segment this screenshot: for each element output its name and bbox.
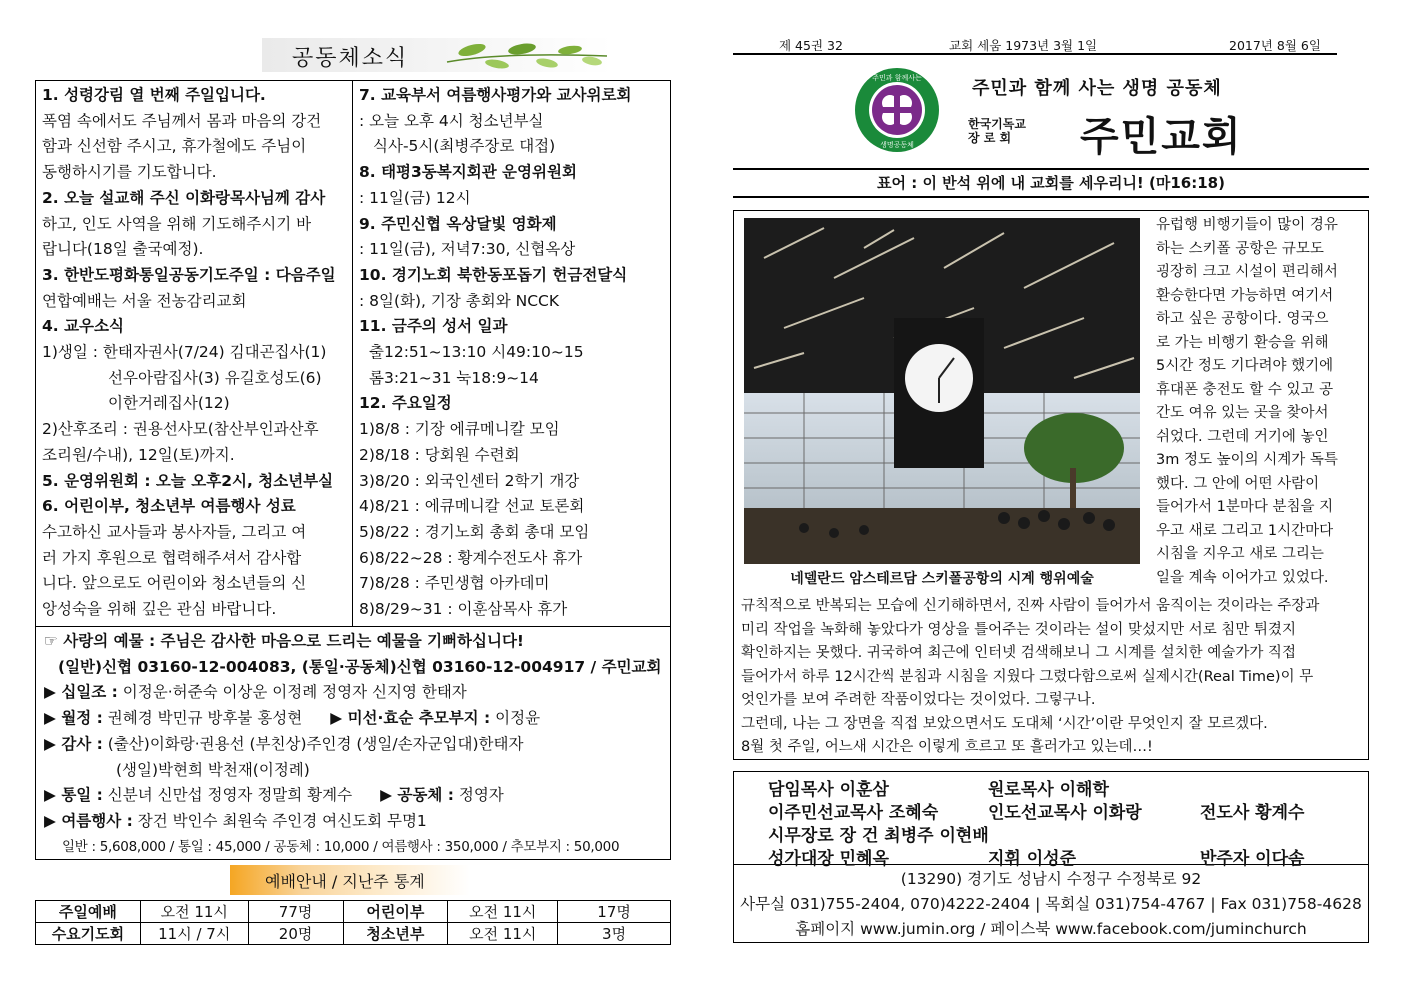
staff-entry: 지휘 이성준 — [988, 849, 1077, 869]
offering-label: ▶ 월정 : — [44, 709, 103, 728]
table-cell: 청소년부 — [343, 923, 448, 945]
news-right-column — [359, 83, 667, 623]
news-line: 9. 주민신협 옥상달빛 영화제 — [359, 214, 557, 233]
news-line: 1. 성령강림 열 번째 주일입니다. — [42, 86, 266, 104]
staff-entry: 반주자 이다솜 — [1200, 849, 1305, 869]
article-line: 일을 계속 이어가고 있었다. — [1156, 569, 1329, 586]
news-line: : 11일(금), 저녁7:30, 신협옥상 — [359, 240, 576, 259]
leaf-decoration-icon — [442, 38, 612, 72]
worship-stats-table — [35, 900, 671, 945]
table-cell: 11시 / 7시 — [140, 923, 248, 945]
article-line: 8월 첫 주일, 어느새 시간은 이렇게 흐르고 또 흘러가고 있는데…! — [741, 739, 1153, 755]
offering-label: ▶ 통일 : — [44, 786, 103, 805]
news-line: 10. 경기노회 북한동포돕기 헌금전달식 — [359, 265, 628, 284]
news-line: 롬3:21~31 눅18:9~14 — [369, 368, 539, 387]
staff-entry: 인도선교목사 이화랑 — [988, 803, 1142, 823]
news-line: 2)산후조리 : 권용선사모(참산부인과산후 — [42, 420, 319, 439]
volume-number: 제 45권 32 — [779, 38, 843, 53]
offering-accounts: (일반)신협 03160-12-004083, (통일·공동체)신협 03160-12-004917 / 주민교회 — [58, 657, 662, 676]
news-line: 수고하신 교사들과 봉사자들, 그리고 여 — [42, 522, 307, 541]
news-line: 선우아람집사(3) 유길호성도(6) — [108, 368, 322, 387]
table-cell: 오전 11시 — [448, 901, 558, 923]
offering-names: 장건 박인수 최원숙 주인경 여신도회 무명1 — [132, 811, 427, 830]
news-line: 7. 교육부서 여름행사평가와 교사위로회 — [359, 86, 632, 104]
table-row — [36, 901, 671, 923]
news-line: 12. 주요일정 — [359, 394, 452, 413]
news-line: 러 가지 후원으로 협력해주셔서 감사합 — [42, 548, 302, 567]
article-line: 들어가서 1분마다 분침을 지 — [1156, 499, 1334, 515]
table-cell: 오전 11시 — [140, 901, 248, 923]
news-line: : 8일(화), 기장 총회와 NCCK — [359, 291, 560, 310]
article-line: 했다. 그 안에 어떤 사람이 — [1156, 475, 1320, 492]
offering-line — [44, 680, 666, 706]
article-line: 굉장히 크고 시설이 편리해서 — [1156, 264, 1338, 280]
offering-label: ▶ 감사 : — [44, 734, 103, 753]
article-line: 간도 여유 있는 곳을 찾아서 — [1156, 405, 1329, 421]
offering-names: 이정운·허준숙 이상운 이정례 정영자 신지영 한태자 — [117, 683, 467, 702]
offering-label: ▶ 미선·효순 추모부지 : — [330, 709, 491, 728]
article-line: 그런데, 나는 그 장면을 직접 보았으면서도 도대체 ‘시간’이란 무엇인지 잘 모르겠다. — [741, 715, 1268, 732]
news-line: 랍니다(18일 출국예정). — [42, 240, 204, 259]
news-line: : 오늘 오후 4시 청소년부실 — [359, 111, 544, 130]
table-cell: 오전 11시 — [448, 923, 558, 945]
news-section-title: 공동체소식 — [292, 46, 409, 71]
offering-names: 권혜경 박민규 방후불 홍성현 — [102, 709, 303, 728]
news-line: 함과 신선함 주시고, 휴가철에도 주님이 — [42, 137, 307, 156]
church-address: (13290) 경기도 성남시 수정구 수정북로 92 — [900, 870, 1202, 888]
news-line: 연합예배는 서울 전농감리교회 — [42, 291, 247, 310]
offering-names: (생일)박현희 박천재(이정례) — [116, 760, 310, 779]
news-line: 3)8/20 : 외국인센터 2학기 개강 — [359, 471, 580, 490]
table-cell: 20명 — [248, 923, 343, 945]
news-line: 1)생일 : 한태자권사(7/24) 김대곤집사(1) — [42, 343, 327, 362]
staff-entry: 이주민선교목사 조혜숙 — [768, 803, 939, 823]
offering-label: ▶ 여름행사 : — [44, 811, 133, 830]
table-cell: 3명 — [558, 923, 671, 945]
article-line: 확인하지는 못했다. 귀국하여 최근에 인터넷 검색해보니 그 시계를 설치한 예술가가 직접 — [741, 645, 1296, 661]
news-line: 6)8/22~28 : 황계수전도사 휴가 — [359, 548, 583, 567]
news-line: 동행하시기를 기도합니다. — [42, 163, 217, 182]
table-cell: 77명 — [248, 901, 343, 923]
offering-names: 이정윤 — [490, 709, 541, 728]
church-motto: 표어 : 이 반석 위에 내 교회를 세우리니! (마16:18) — [733, 168, 1369, 198]
news-line: 1)8/8 : 기장 에큐메니칼 모임 — [359, 420, 560, 439]
offering-lines — [44, 680, 666, 834]
article-line: 5시간 정도 기다려야 했기에 — [1156, 358, 1334, 374]
offering-names: 정영자 — [453, 786, 504, 805]
table-row — [36, 923, 671, 945]
denomination-line1: 한국기독교 — [968, 117, 1026, 131]
news-line: 조리원/수내), 12일(토)까지. — [42, 445, 235, 464]
news-line: 하고, 인도 사역을 위해 기도해주시기 바 — [42, 214, 312, 233]
news-line: 4. 교우소식 — [42, 317, 124, 336]
feature-side-text — [1156, 214, 1362, 590]
article-line: 3m 정도 높이의 시계가 독특 — [1156, 452, 1338, 468]
news-line: 8)8/29~31 : 이훈삼목사 휴가 — [359, 600, 568, 619]
article-line: 환승한다면 가능하면 여기서 — [1156, 287, 1334, 304]
article-line: 쉬었다. 그런데 거기에 놓인 — [1156, 428, 1329, 445]
denomination-line2: 장 로 회 — [968, 131, 1012, 145]
staff-entry: 원로목사 이해학 — [988, 780, 1109, 800]
news-line: 11. 금주의 성서 일과 — [359, 317, 508, 336]
denomination — [968, 117, 1064, 145]
contact-info — [733, 867, 1369, 942]
offering-label: ▶ 공동체 : — [380, 786, 454, 805]
article-line: 하고 싶은 공항이다. 영국으 — [1156, 311, 1329, 327]
offering-names: (출산)이화랑·권용선 (부친상)주인경 (생일/손자군입대)한태자 — [102, 734, 524, 753]
logo-text-bottom: 생명공동체 — [880, 141, 914, 149]
worship-stats-header — [230, 865, 470, 895]
church-slogan: 주민과 함께 사는 생명 공동체 — [972, 78, 1222, 99]
offering-line — [44, 706, 666, 732]
offering-line — [44, 783, 666, 809]
article-line: 미리 작업을 녹화해 놓았다가 영상을 틀어주는 것이라는 설이 맞섰지만 서로 침만 튀겼지 — [741, 621, 1296, 638]
article-line: 휴대폰 충전도 할 수 있고 공 — [1156, 381, 1334, 398]
section-divider — [35, 626, 671, 627]
church-web: 홈페이지 www.jumin.org / 페이스북 www.facebook.com/juminchurch — [795, 920, 1307, 938]
news-line: 5. 운영위원회 : 오늘 오후2시, 청소년부실 — [42, 471, 334, 490]
worship-stats-title: 예배안내 / 지난주 통계 — [265, 872, 425, 891]
staff-entry: 시무장로 장 건 최병주 이현배 — [768, 826, 989, 846]
photo-caption: 네델란드 암스테르담 스키폴공항의 시계 행위예술 — [790, 571, 1094, 587]
news-line: 출12:51~13:10 시49:10~15 — [369, 343, 584, 362]
offering-line — [44, 758, 666, 784]
news-line: : 11일(금) 12시 — [359, 188, 471, 207]
staff-entry: 성가대장 민혜옥 — [768, 849, 889, 869]
news-line: 6. 어린이부, 청소년부 여름행사 성료 — [42, 497, 296, 516]
church-phones: 사무실 031)755-2404, 070)4222-2404 | 목회실 031)754-4767 | Fax 031)758-4628 — [740, 895, 1362, 913]
offering-section — [44, 629, 666, 860]
feature-body-text — [741, 595, 1365, 760]
news-line: 폭염 속에서도 주님께서 몸과 마음의 강건 — [42, 111, 322, 130]
article-line: 들어가서 하루 12시간씩 분침과 시침을 지웠다 그렸다함으로써 실제시간(Real Time)이 무 — [741, 668, 1314, 685]
airport-clock-photo — [744, 218, 1140, 564]
article-line: 우고 새로 그리고 1시간마다 — [1156, 522, 1334, 539]
logo-text-top: 주민과 함께사는 — [872, 74, 922, 82]
news-line: 2)8/18 : 당회원 수련회 — [359, 445, 520, 464]
news-line: 니다. 앞으로도 어린이와 청소년들의 신 — [42, 574, 307, 593]
offering-label: ▶ 십일조 : — [44, 683, 118, 702]
news-line: 5)8/22 : 경기노회 총회 총대 모임 — [359, 522, 590, 541]
offering-totals: 일반 : 5,608,000 / 통일 : 45,000 / 공동체 : 10,000 / 여름행사 : 350,000 / 추모부지 : 50,000 — [62, 838, 620, 855]
article-line: 로 가는 비행기 환승을 위해 — [1156, 334, 1329, 351]
news-line: 4)8/21 : 에큐메니칼 선교 토론회 — [359, 497, 585, 516]
church-name: 주민교회 — [1080, 114, 1243, 160]
table-cell: 어린이부 — [343, 901, 448, 923]
news-section-header — [262, 38, 612, 72]
article-line: 엇인가를 보여 주려한 작품이었다는 것이었다. 그렇구나. — [741, 692, 1096, 708]
table-cell: 17명 — [558, 901, 671, 923]
table-cell: 수요기도회 — [36, 923, 141, 945]
offering-names: 신분녀 신만섭 정영자 정말희 황계수 — [102, 786, 353, 805]
column-divider — [352, 80, 353, 626]
offering-heading: ☞ 사랑의 예물 : 주님은 감사한 마음으로 드리는 예물을 기뻐하십니다! — [44, 632, 525, 650]
church-logo-icon — [854, 67, 940, 153]
staff-entry: 전도사 황계수 — [1200, 803, 1305, 823]
table-cell: 주일예배 — [36, 901, 141, 923]
founding-date: 교회 세움 1973년 3월 1일 — [949, 38, 1098, 53]
staff-entry: 담임목사 이훈삼 — [768, 780, 889, 800]
offering-line — [44, 732, 666, 758]
article-line: 규칙적으로 반복되는 모습에 신기해하면서, 진짜 사람이 들어가서 움직이는 것이라는 주장과 — [741, 598, 1320, 614]
news-line: 8. 태평3동복지회관 운영위원회 — [359, 163, 577, 182]
article-line: 시침을 지우고 새로 그리는 — [1156, 546, 1324, 562]
news-line: 2. 오늘 설교해 주신 이화랑목사님께 감사 — [42, 188, 326, 207]
article-line: 유럽행 비행기들이 많이 경유 — [1156, 217, 1338, 233]
masthead-rule — [733, 53, 1337, 55]
news-line: 7)8/28 : 주민생협 아카데미 — [359, 574, 550, 593]
offering-line — [44, 809, 666, 835]
news-line: 이한거레집사(12) — [108, 394, 230, 413]
article-line: 하는 스키폴 공항은 규모도 — [1156, 240, 1324, 257]
news-line: 앙성숙을 위해 깊은 관심 바랍니다. — [42, 600, 277, 619]
news-left-column — [42, 83, 348, 623]
news-line: 3. 한반도평화통일공동기도주일 : 다음주일 — [42, 265, 336, 284]
issue-date: 2017년 8월 6일 — [1229, 38, 1321, 53]
news-line: 식사-5시(최병주장로 대접) — [373, 137, 556, 156]
